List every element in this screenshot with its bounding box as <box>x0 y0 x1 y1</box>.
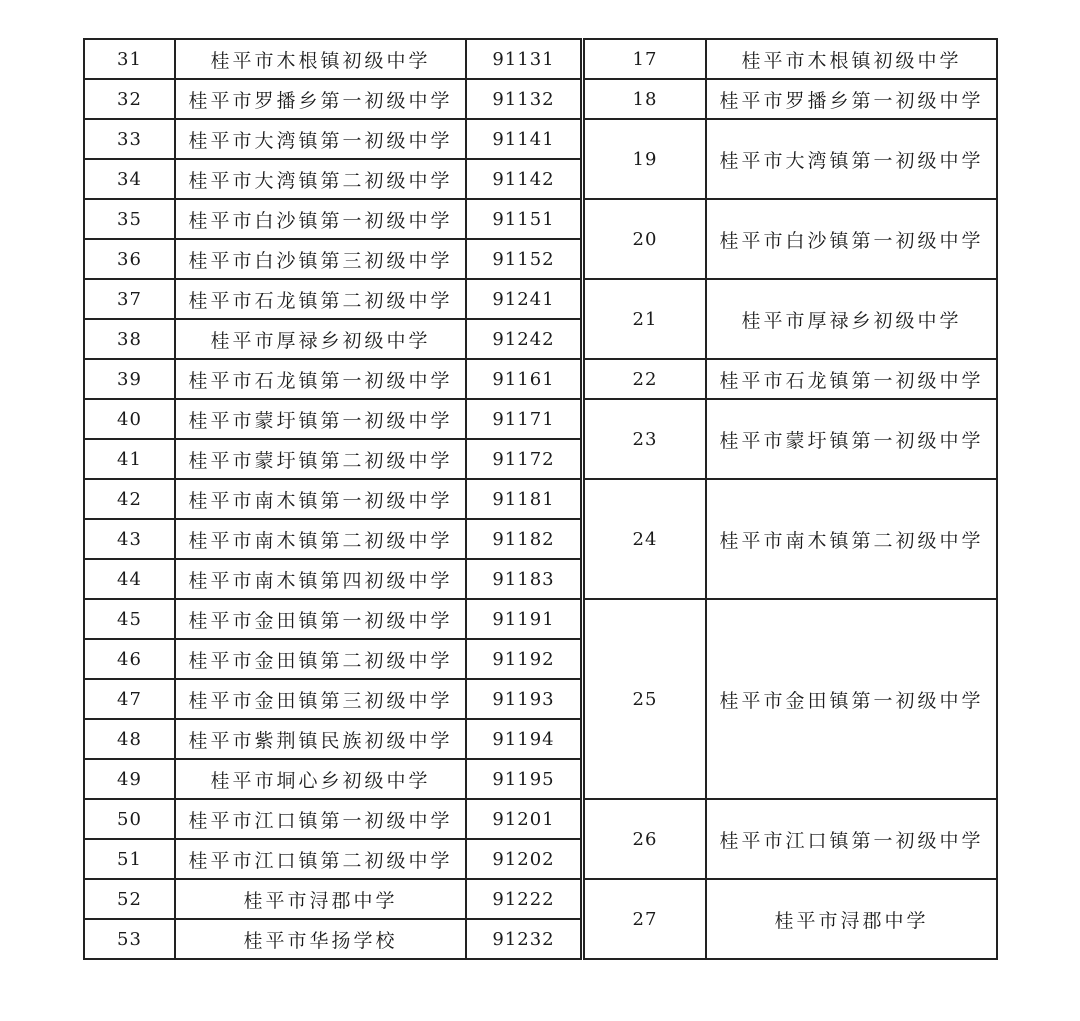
row-school-cell: 桂平市蒙圩镇第一初级中学 <box>175 399 466 439</box>
row-code-cell: 91171 <box>466 399 581 439</box>
row-school-cell: 桂平市紫荆镇民族初级中学 <box>175 719 466 759</box>
row-code-cell: 91222 <box>466 879 581 919</box>
row-school-cell: 桂平市厚禄乡初级中学 <box>175 319 466 359</box>
group-site-cell: 桂平市木根镇初级中学 <box>706 39 997 79</box>
table-row <box>84 399 997 439</box>
table-row <box>84 879 997 919</box>
row-seq-cell: 48 <box>84 719 175 759</box>
row-code-cell: 91183 <box>466 559 581 599</box>
group-number-cell: 23 <box>584 399 706 479</box>
row-code-cell: 91241 <box>466 279 581 319</box>
row-code-cell: 91172 <box>466 439 581 479</box>
row-school-cell: 桂平市白沙镇第三初级中学 <box>175 239 466 279</box>
group-site-cell: 桂平市石龙镇第一初级中学 <box>706 359 997 399</box>
row-code-cell: 91152 <box>466 239 581 279</box>
row-seq-cell: 41 <box>84 439 175 479</box>
row-code-cell: 91181 <box>466 479 581 519</box>
row-school-cell: 桂平市南木镇第一初级中学 <box>175 479 466 519</box>
group-number-cell: 18 <box>584 79 706 119</box>
row-school-cell: 桂平市石龙镇第一初级中学 <box>175 359 466 399</box>
table-row <box>84 39 997 79</box>
group-number-cell: 17 <box>584 39 706 79</box>
group-number-cell: 19 <box>584 119 706 199</box>
row-school-cell: 桂平市金田镇第二初级中学 <box>175 639 466 679</box>
group-number-cell: 24 <box>584 479 706 599</box>
row-school-cell: 桂平市大湾镇第一初级中学 <box>175 119 466 159</box>
row-seq-cell: 49 <box>84 759 175 799</box>
row-seq-cell: 42 <box>84 479 175 519</box>
group-number-cell: 27 <box>584 879 706 959</box>
row-code-cell: 91141 <box>466 119 581 159</box>
row-code-cell: 91142 <box>466 159 581 199</box>
row-code-cell: 91132 <box>466 79 581 119</box>
row-code-cell: 91151 <box>466 199 581 239</box>
group-site-cell: 桂平市白沙镇第一初级中学 <box>706 199 997 279</box>
table-body <box>84 39 997 959</box>
row-seq-cell: 44 <box>84 559 175 599</box>
row-school-cell: 桂平市南木镇第四初级中学 <box>175 559 466 599</box>
table-row <box>84 799 997 839</box>
table-row <box>84 79 997 119</box>
row-seq-cell: 47 <box>84 679 175 719</box>
group-site-cell: 桂平市蒙圩镇第一初级中学 <box>706 399 997 479</box>
row-school-cell: 桂平市木根镇初级中学 <box>175 39 466 79</box>
row-school-cell: 桂平市白沙镇第一初级中学 <box>175 199 466 239</box>
row-code-cell: 91232 <box>466 919 581 959</box>
table-row <box>84 279 997 319</box>
row-code-cell: 91195 <box>466 759 581 799</box>
row-school-cell: 桂平市石龙镇第二初级中学 <box>175 279 466 319</box>
row-seq-cell: 46 <box>84 639 175 679</box>
row-seq-cell: 53 <box>84 919 175 959</box>
row-seq-cell: 50 <box>84 799 175 839</box>
row-school-cell: 桂平市蒙圩镇第二初级中学 <box>175 439 466 479</box>
group-site-cell: 桂平市南木镇第二初级中学 <box>706 479 997 599</box>
row-seq-cell: 32 <box>84 79 175 119</box>
row-school-cell: 桂平市金田镇第三初级中学 <box>175 679 466 719</box>
row-seq-cell: 45 <box>84 599 175 639</box>
row-code-cell: 91131 <box>466 39 581 79</box>
group-site-cell: 桂平市厚禄乡初级中学 <box>706 279 997 359</box>
row-seq-cell: 37 <box>84 279 175 319</box>
row-code-cell: 91193 <box>466 679 581 719</box>
row-school-cell: 桂平市江口镇第二初级中学 <box>175 839 466 879</box>
group-number-cell: 26 <box>584 799 706 879</box>
row-seq-cell: 34 <box>84 159 175 199</box>
group-site-cell: 桂平市金田镇第一初级中学 <box>706 599 997 799</box>
row-school-cell: 桂平市南木镇第二初级中学 <box>175 519 466 559</box>
group-site-cell: 桂平市罗播乡第一初级中学 <box>706 79 997 119</box>
row-school-cell: 桂平市金田镇第一初级中学 <box>175 599 466 639</box>
table-row <box>84 119 997 159</box>
table-row <box>84 599 997 639</box>
row-seq-cell: 38 <box>84 319 175 359</box>
row-code-cell: 91192 <box>466 639 581 679</box>
row-code-cell: 91182 <box>466 519 581 559</box>
row-code-cell: 91161 <box>466 359 581 399</box>
group-number-cell: 20 <box>584 199 706 279</box>
row-school-cell: 桂平市垌心乡初级中学 <box>175 759 466 799</box>
row-code-cell: 91242 <box>466 319 581 359</box>
group-number-cell: 22 <box>584 359 706 399</box>
row-code-cell: 91202 <box>466 839 581 879</box>
table-row <box>84 479 997 519</box>
row-code-cell: 91191 <box>466 599 581 639</box>
row-seq-cell: 43 <box>84 519 175 559</box>
school-assignment-table <box>83 38 998 960</box>
row-seq-cell: 33 <box>84 119 175 159</box>
group-number-cell: 21 <box>584 279 706 359</box>
table-row <box>84 359 997 399</box>
row-seq-cell: 35 <box>84 199 175 239</box>
group-site-cell: 桂平市大湾镇第一初级中学 <box>706 119 997 199</box>
row-seq-cell: 31 <box>84 39 175 79</box>
row-school-cell: 桂平市华扬学校 <box>175 919 466 959</box>
table-row <box>84 199 997 239</box>
row-seq-cell: 52 <box>84 879 175 919</box>
row-school-cell: 桂平市浔郡中学 <box>175 879 466 919</box>
row-seq-cell: 40 <box>84 399 175 439</box>
group-site-cell: 桂平市江口镇第一初级中学 <box>706 799 997 879</box>
school-table-sheet <box>83 38 998 960</box>
row-seq-cell: 36 <box>84 239 175 279</box>
row-seq-cell: 39 <box>84 359 175 399</box>
row-seq-cell: 51 <box>84 839 175 879</box>
row-code-cell: 91194 <box>466 719 581 759</box>
row-school-cell: 桂平市大湾镇第二初级中学 <box>175 159 466 199</box>
group-number-cell: 25 <box>584 599 706 799</box>
group-site-cell: 桂平市浔郡中学 <box>706 879 997 959</box>
row-school-cell: 桂平市罗播乡第一初级中学 <box>175 79 466 119</box>
row-code-cell: 91201 <box>466 799 581 839</box>
row-school-cell: 桂平市江口镇第一初级中学 <box>175 799 466 839</box>
